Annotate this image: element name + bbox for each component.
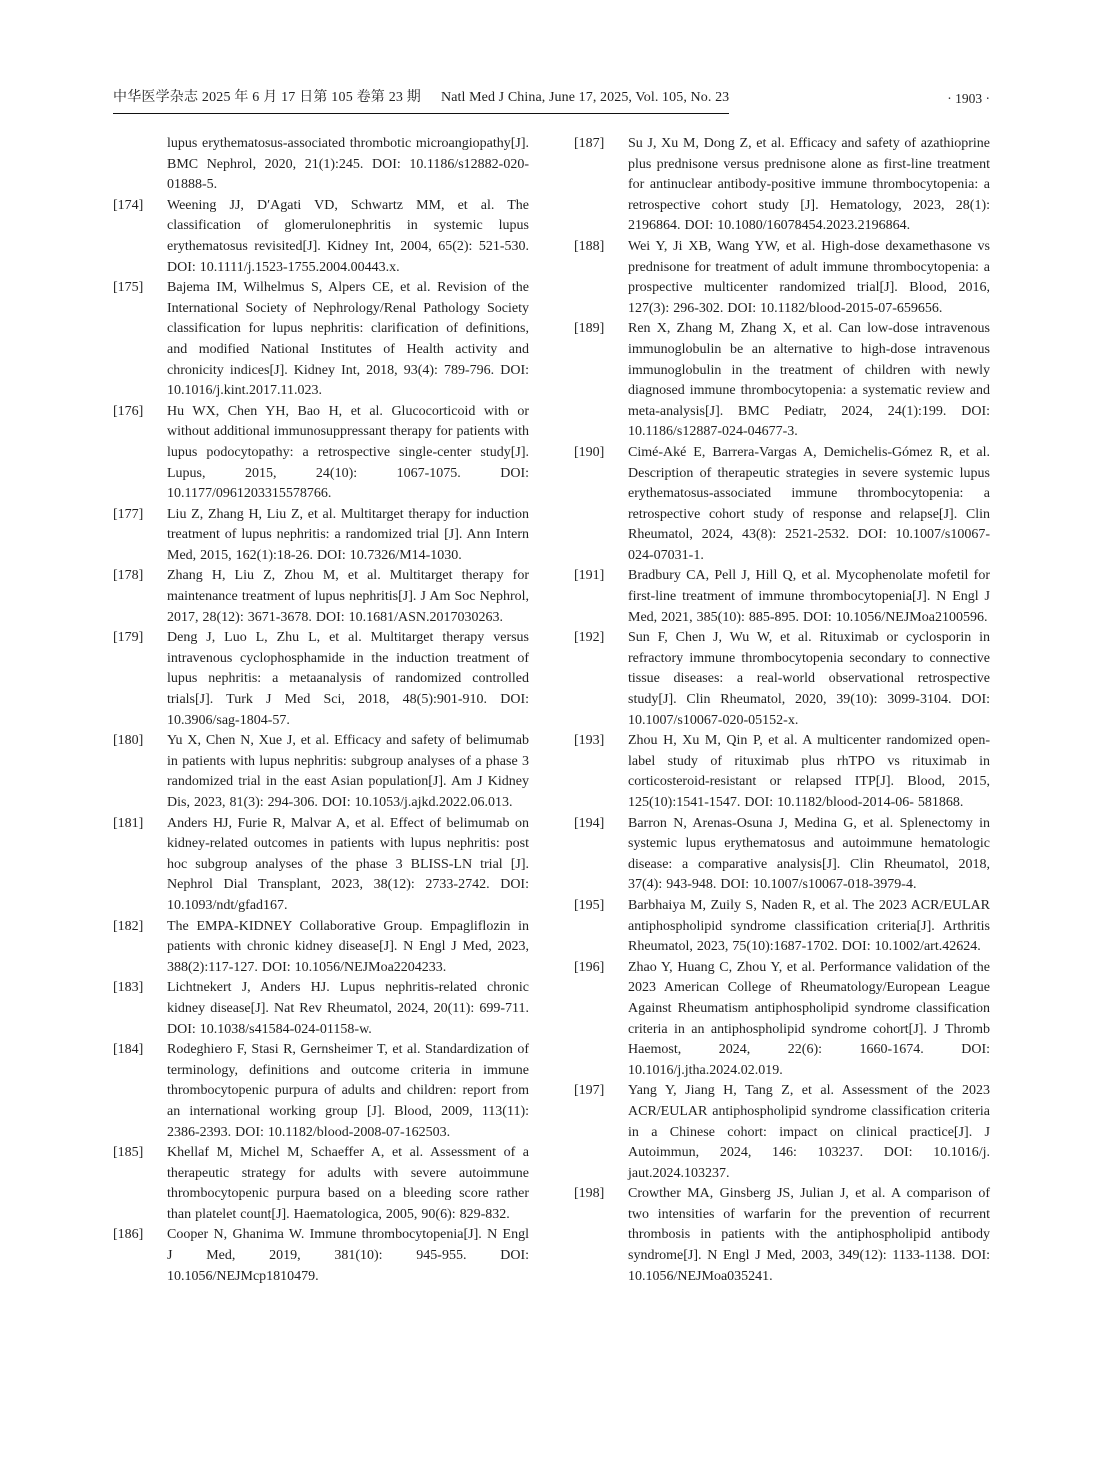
- reference-item: [113, 566, 529, 628]
- reference-number: [174]: [113, 197, 144, 213]
- reference-item: [113, 1225, 529, 1287]
- reference-number: [194]: [574, 815, 605, 831]
- reference-text: lupus erythematosus-associated thrombotic microangiopathy[J]. BMC Nephrol, 2020, 21(1):245. DOI: 10.1186/s12882-020-01888-5.: [167, 136, 529, 193]
- reference-number: [189]: [574, 321, 605, 337]
- page-number: · 1903 ·: [947, 91, 990, 106]
- reference-number: [197]: [574, 1083, 605, 1099]
- reference-item: [113, 196, 529, 278]
- journal-title-chinese: 中华医学杂志 2025 年 6 月 17 日第 105 卷第 23 期: [113, 90, 421, 105]
- reference-text: Su J, Xu M, Dong Z, et al. Efficacy and safety of azathioprine plus prednisone versus prednisone alone as first-line treatment for antinuclear antibody-positive immune thrombocytopenia: a retrospective cohort study [J]. Hematology, 2023, 28(1): 2196864. DOI: 10.1080/16078454.2023.2196864.: [628, 136, 990, 234]
- reference-number: [188]: [574, 238, 605, 254]
- reference-text: Zhang H, Liu Z, Zhou M, et al. Multitarget therapy for maintenance treatment of lupus nephritis[J]. J Am Soc Nephrol, 2017, 28(12): 3671-3678. DOI: 10.1681/ASN.2017030263.: [167, 568, 529, 625]
- reference-text: Barron N, Arenas-Osuna J, Medina G, et al. Splenectomy in systemic lupus erythematosus and autoimmune hematologic disease: a comparative analysis[J]. Clin Rheumatol, 2018, 37(4): 943-948. DOI: 10.1007/s10067-018-3979-4.: [628, 815, 990, 893]
- reference-number: [196]: [574, 959, 605, 975]
- reference-text: Sun F, Chen J, Wu W, et al. Rituximab or cyclosporin in refractory immune thrombocytopenia secondary to connective tissue diseases: a real-world observational retrospective study[J]. Clin Rheumatol, 2020, 39(10): 3099-3104. DOI: 10.1007/s10067-020-05152-x.: [628, 630, 990, 728]
- reference-text: Weening JJ, D′Agati VD, Schwartz MM, et al. The classification of glomerulonephritis in systemic lupus erythematosus revisited[J]. Kidney Int, 2004, 65(2): 521-530. DOI: 10.1111/j.1523-1755.2004.00443.x.: [167, 197, 529, 275]
- reference-number: [113, 134, 167, 196]
- reference-text: Yang Y, Jiang H, Tang Z, et al. Assessment of the 2023 ACR/EULAR antiphospholipid syndrome classification criteria in a Chinese cohort: impact on clinical practice[J]. J Autoimmun, 2024, 146: 103237. DOI: 10.1016/j. jaut.2024.103237.: [628, 1083, 990, 1181]
- reference-number: [175]: [113, 280, 144, 296]
- reference-item: [574, 814, 990, 896]
- reference-item: [574, 134, 990, 237]
- reference-number: [191]: [574, 568, 605, 584]
- reference-text: Wei Y, Ji XB, Wang YW, et al. High-dose dexamethasone vs prednisone for treatment of adult immune thrombocytopenia: a prospective multicenter randomized trial[J]. Blood, 2016, 127(3): 296-302. DOI: 10.1182/blood-2015-07-659656.: [628, 238, 990, 316]
- reference-item: [574, 237, 990, 319]
- reference-item: [113, 134, 529, 196]
- reference-text: Yu X, Chen N, Xue J, et al. Efficacy and safety of belimumab in patients with lupus nephritis: subgroup analyses of a phase 3 randomized trial in the east Asian population[J]. Am J Kidney Dis, 2023, 81(3): 294-306. DOI: 10.1053/j.ajkd.2022.06.013.: [167, 733, 529, 810]
- reference-number: [193]: [574, 733, 605, 749]
- reference-number: [192]: [574, 630, 605, 646]
- reference-text: Hu WX, Chen YH, Bao H, et al. Glucocorticoid with or without additional immunosuppressant therapy for patients with lupus podocytopathy: a retrospective single-center study[J]. Lupus, 2015, 24(10): 1067-1075. DOI: 10.1177/0961203315578766.: [167, 403, 529, 502]
- reference-number: [180]: [113, 733, 144, 749]
- reference-item: [113, 278, 529, 402]
- reference-text: Zhao Y, Huang C, Zhou Y, et al. Performance validation of the 2023 American College of Rheumatology/European League Against Rheumatism antiphospholipid syndrome classification criteria in an antiphospholipid syndrome cohort[J]. J Thromb Haemost, 2024, 22(6): 1660-1674. DOI: 10.1016/j.jtha.2024.02.019.: [628, 959, 990, 1078]
- reference-item: [113, 505, 529, 567]
- reference-number: [179]: [113, 630, 144, 646]
- reference-item: [574, 958, 990, 1082]
- reference-text: Deng J, Luo L, Zhu L, et al. Multitarget therapy versus intravenous cyclophosphamide in the induction treatment of lupus nephritis: a metaanalysis of randomized controlled trials[J]. Turk J Med Sci, 2018, 48(5):901-910. DOI: 10.3906/sag-1804-57.: [167, 630, 529, 728]
- reference-number: [186]: [113, 1227, 144, 1243]
- reference-text: Bajema IM, Wilhelmus S, Alpers CE, et al. Revision of the International Society of Nephrology/Renal Pathology Society classification for lupus nephritis: clarification of definitions, and modified National Institutes of Health activity and chronicity indices[J]. Kidney Int, 2018, 93(4): 789-796. DOI: 10.1016/j.kint.2017.11.023.: [167, 280, 529, 399]
- reference-number: [195]: [574, 897, 605, 913]
- reference-item: [113, 1040, 529, 1143]
- references-section: [113, 134, 990, 1287]
- reference-item: [113, 731, 529, 813]
- reference-number: [184]: [113, 1042, 144, 1058]
- reference-item: [574, 1184, 990, 1287]
- reference-text: Bradbury CA, Pell J, Hill Q, et al. Mycophenolate mofetil for first-line treatment of immune thrombocytopenia[J]. N Engl J Med, 2021, 385(10): 885-895. DOI: 10.1056/NEJMoa2100596.: [628, 568, 990, 625]
- reference-text: Zhou H, Xu M, Qin P, et al. A multicenter randomized open-label study of rituximab plus rhTPO vs rituximab in corticosteroid-resistant or relapsed ITP[J]. Blood, 2015, 125(10):1541-1547. DOI: 10.1182/blood-2014-06- 581868.: [628, 733, 990, 810]
- reference-number: [177]: [113, 506, 144, 522]
- reference-text: Cooper N, Ghanima W. Immune thrombocytopenia[J]. N Engl J Med, 2019, 381(10): 945-955. DOI: 10.1056/NEJMcp1810479.: [167, 1227, 529, 1284]
- reference-number: [190]: [574, 444, 605, 460]
- reference-item: [574, 566, 990, 628]
- references-left-column: [113, 134, 529, 1287]
- page-header: [113, 86, 990, 114]
- reference-text: The EMPA-KIDNEY Collaborative Group. Empagliflozin in patients with chronic kidney disease[J]. N Engl J Med, 2023, 388(2):117-127. DOI: 10.1056/NEJMoa2204233.: [167, 918, 529, 975]
- reference-text: Ren X, Zhang M, Zhang X, et al. Can low-dose intravenous immunoglobulin be an alternative to high-dose intravenous immunoglobulin in the treatment of children with newly diagnosed immune thrombocytopenia: a systematic review and meta-analysis[J]. BMC Pediatr, 2024, 24(1):199. DOI: 10.1186/s12887-024-04677-3.: [628, 321, 990, 440]
- reference-item: [113, 402, 529, 505]
- reference-number: [182]: [113, 918, 144, 934]
- reference-text: Lichtnekert J, Anders HJ. Lupus nephritis-related chronic kidney disease[J]. Nat Rev Rheumatol, 2024, 20(11): 699-711. DOI: 10.1038/s41584-024-01158-w.: [167, 980, 529, 1037]
- reference-number: [178]: [113, 568, 144, 584]
- reference-number: [198]: [574, 1186, 605, 1202]
- reference-item: [113, 917, 529, 979]
- reference-item: [113, 978, 529, 1040]
- reference-text: Crowther MA, Ginsberg JS, Julian J, et al. A comparison of two intensities of warfarin for the prevention of recurrent thrombosis in patients with the antiphospholipid antibody syndrome[J]. N Engl J Med, 2003, 349(12): 1133-1138. DOI: 10.1056/NEJMoa035241.: [628, 1186, 990, 1284]
- reference-text: Cimé-Aké E, Barrera-Vargas A, Demichelis-Gómez R, et al. Description of therapeutic strategies in severe systemic lupus erythematosus-associated immune thrombocytopenia: a retrospective cohort study of response and relapse[J]. Clin Rheumatol, 2024, 43(8): 2521-2532. DOI: 10.1007/s10067-024-07031-1.: [628, 444, 990, 563]
- reference-item: [574, 319, 990, 443]
- reference-text: Khellaf M, Michel M, Schaeffer A, et al. Assessment of a therapeutic strategy for adults with severe autoimmune thrombocytopenic purpura based on a bleeding score rather than platelet count[J]. Haematologica, 2005, 90(6): 829-832.: [167, 1145, 529, 1222]
- reference-number: [183]: [113, 980, 144, 996]
- journal-masthead: [113, 86, 729, 114]
- reference-item: [574, 628, 990, 731]
- reference-item: [113, 1143, 529, 1225]
- reference-number: [181]: [113, 815, 144, 831]
- reference-text: Anders HJ, Furie R, Malvar A, et al. Effect of belimumab on kidney-related outcomes in patients with lupus nephritis: post hoc subgroup analyses of the phase 3 BLISS-LN trial [J]. Nephrol Dial Transplant, 2023, 38(12): 2733-2742. DOI: 10.1093/ndt/gfad167.: [167, 815, 529, 913]
- reference-item: [113, 814, 529, 917]
- reference-item: [574, 896, 990, 958]
- reference-number: [187]: [574, 136, 605, 151]
- reference-number: [176]: [113, 403, 144, 419]
- reference-item: [113, 628, 529, 731]
- reference-item: [574, 443, 990, 567]
- journal-title-english: Natl Med J China, June 17, 2025, Vol. 105, No. 23: [441, 90, 730, 105]
- reference-text: Barbhaiya M, Zuily S, Naden R, et al. The 2023 ACR/EULAR antiphospholipid syndrome classification criteria[J]. Arthritis Rheumatol, 2023, 75(10):1687-1702. DOI: 10.1002/art.42624.: [628, 897, 990, 955]
- reference-item: [574, 1081, 990, 1184]
- references-right-column: [574, 134, 990, 1287]
- reference-text: Liu Z, Zhang H, Liu Z, et al. Multitarget therapy for induction treatment of lupus nephritis: a randomized trial [J]. Ann Intern Med, 2015, 162(1):18-26. DOI: 10.7326/M14-1030.: [167, 506, 529, 563]
- reference-number: [185]: [113, 1145, 144, 1161]
- reference-item: [574, 731, 990, 813]
- reference-text: Rodeghiero F, Stasi R, Gernsheimer T, et al. Standardization of terminology, definitions and outcome criteria in immune thrombocytopenic purpura of adults and children: report from an international working group [J]. Blood, 2009, 113(11): 2386-2393. DOI: 10.1182/blood-2008-07-162503.: [167, 1042, 529, 1140]
